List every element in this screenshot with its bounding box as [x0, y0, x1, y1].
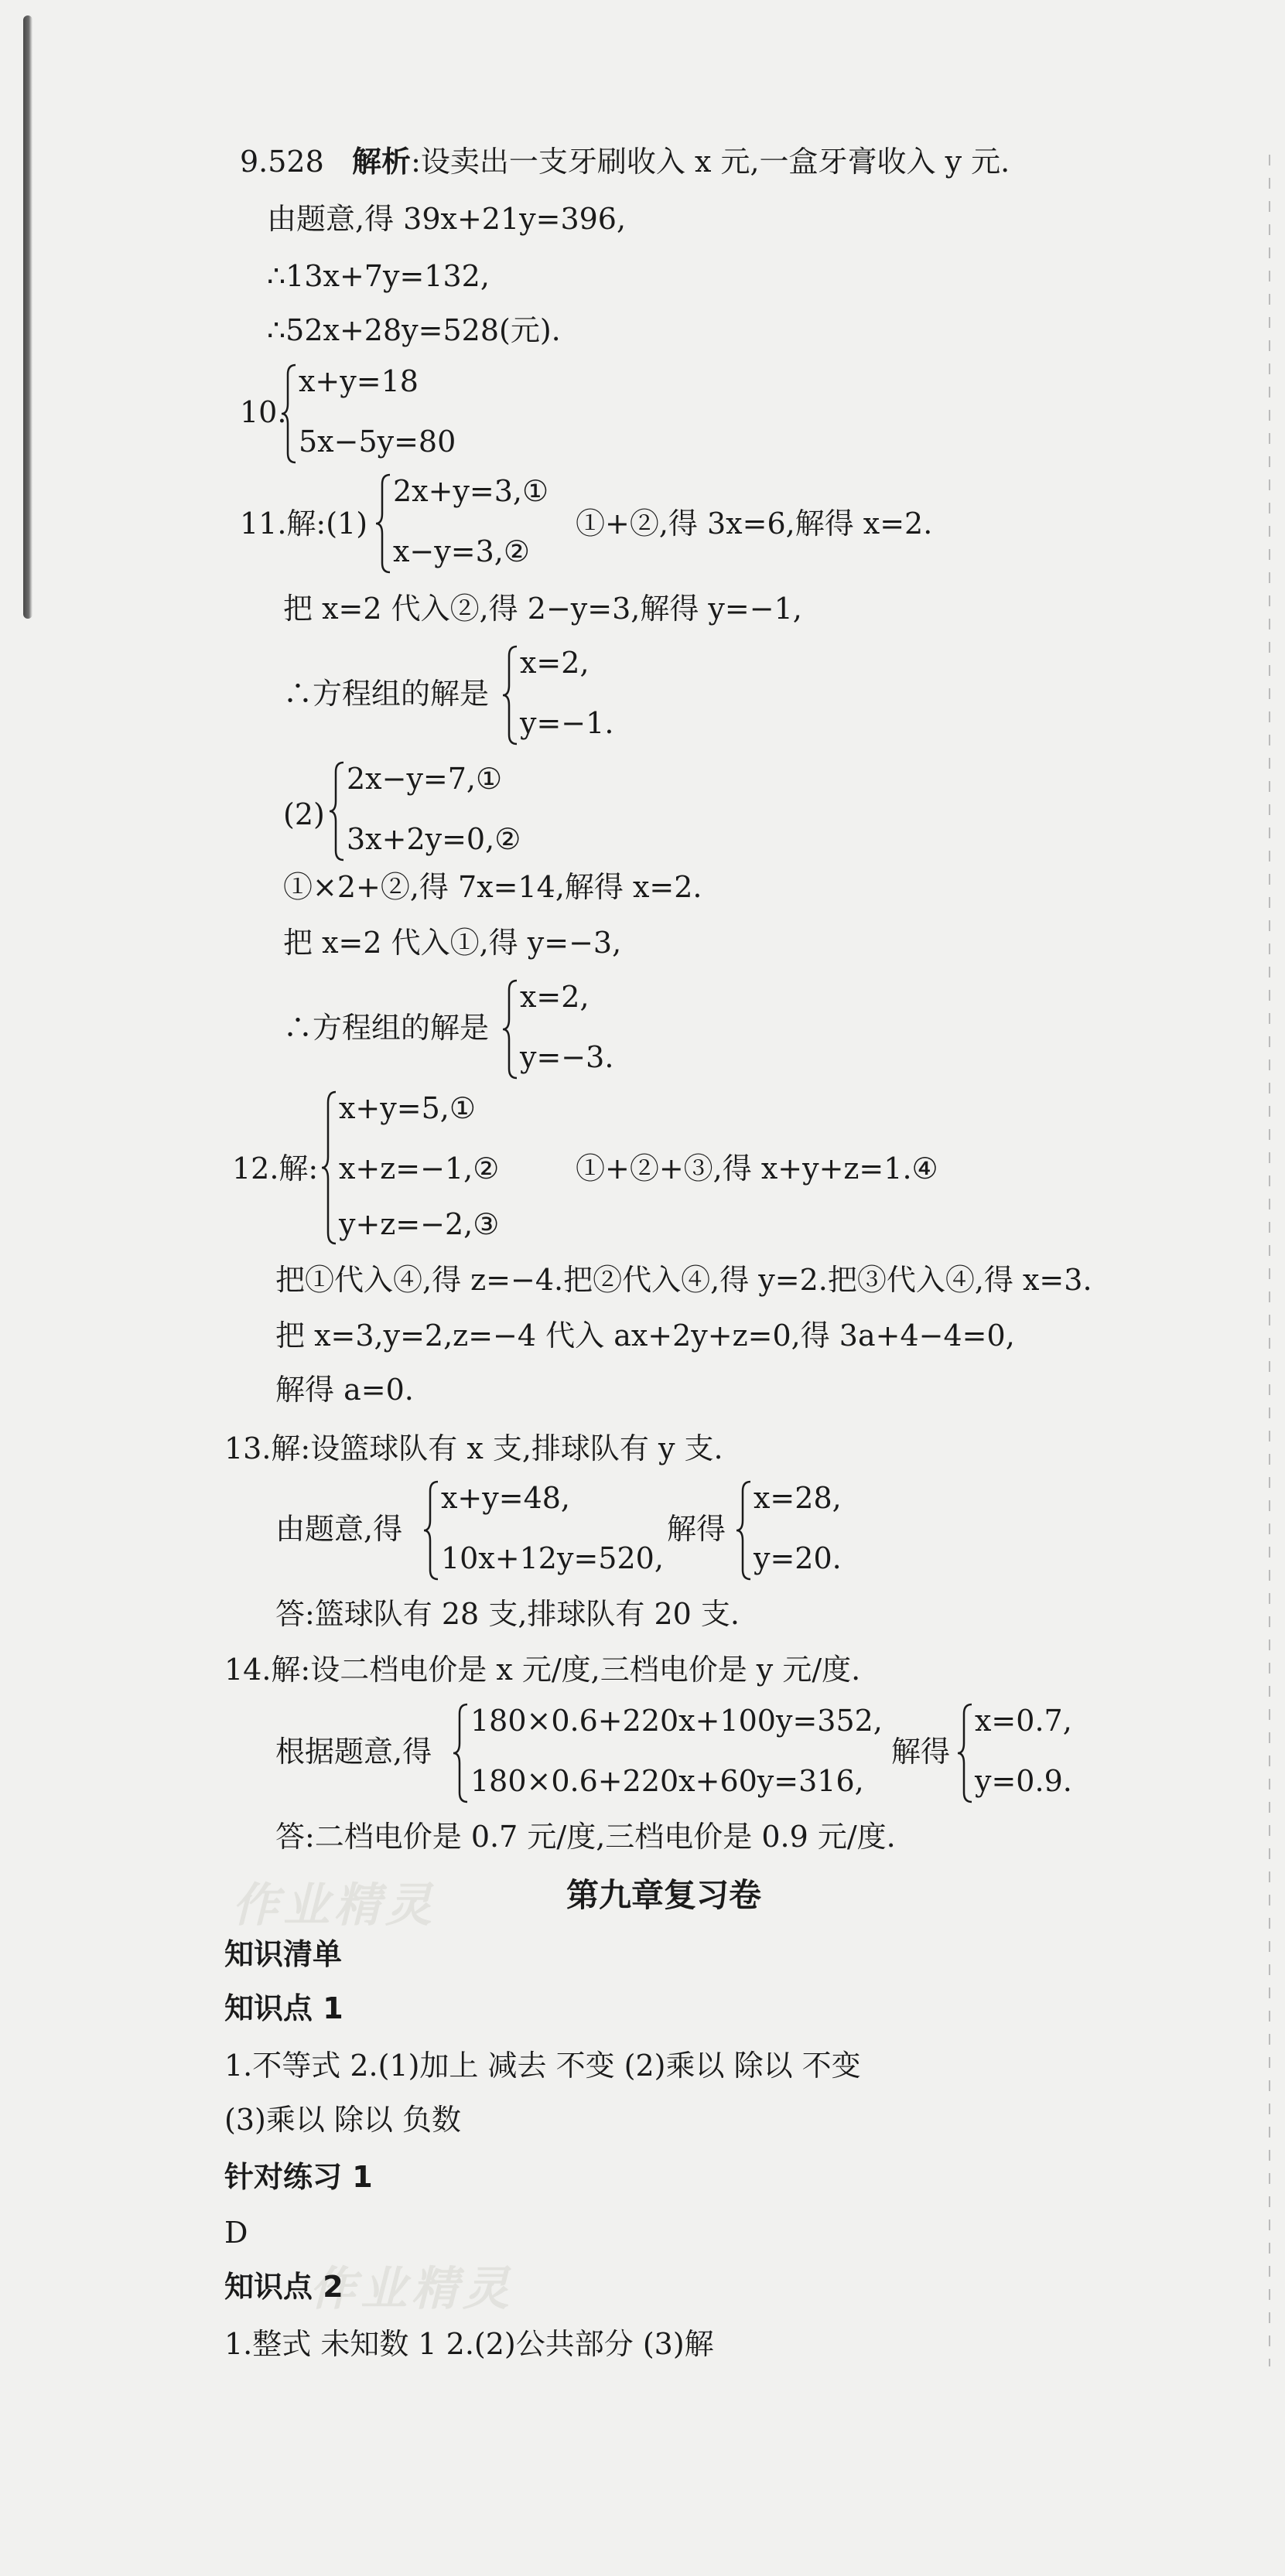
drill-1: 针对练习 1 — [224, 2160, 373, 2194]
brace-icon — [501, 979, 518, 1080]
brace-icon — [374, 473, 391, 574]
q9-head: 9.528 解析:设卖出一支牙刷收入 x 元,一盒牙膏收入 y 元. — [240, 145, 1010, 179]
watermark: 作业精灵 — [232, 1878, 436, 1933]
q11-sol2-a: x=2, — [520, 980, 590, 1014]
kp2-line1: 1.整式 未知数 1 2.(2)公共部分 (3)解 — [224, 2327, 714, 2361]
q11-part2-label: (2) — [283, 797, 325, 831]
q11-sol1-a: x=2, — [520, 646, 590, 680]
q14-prefix: 根据题意,得 — [275, 1735, 432, 1769]
brace-icon — [956, 1703, 973, 1803]
q14-answer: 答:二档电价是 0.7 元/度,三档电价是 0.9 元/度. — [275, 1820, 896, 1854]
q12-line2: 把 x=3,y=2,z=−4 代入 ax+2y+z=0,得 3a+4−4=0, — [275, 1319, 1015, 1353]
q11-eq1: 2x+y=3,① — [393, 474, 549, 508]
q12-eq1: x+y=5,① — [339, 1091, 476, 1125]
brace-icon — [422, 1480, 439, 1581]
q14-sol-a: x=0.7, — [975, 1704, 1072, 1738]
q12-eq3: y+z=−2,③ — [339, 1207, 500, 1241]
q13-solve-label: 解得 — [667, 1512, 726, 1546]
q11-line3: 把 x=2 代入①,得 y=−3, — [283, 926, 622, 960]
q11-sol1-b: y=−1. — [520, 706, 614, 740]
brace-icon — [452, 1703, 469, 1803]
q12-after: ①+②+③,得 x+y+z=1.④ — [576, 1152, 938, 1186]
q11-sol1-prefix: ∴方程组的解是 — [283, 677, 490, 711]
q14-eq1: 180×0.6+220x+100y=352, — [470, 1704, 883, 1738]
q13-sol-b: y=20. — [754, 1541, 842, 1575]
q13-answer: 答:篮球队有 28 支,排球队有 20 支. — [275, 1597, 740, 1631]
q11-eq3: 2x−y=7,① — [347, 762, 503, 796]
brace-icon — [501, 645, 518, 746]
scan-edge-left — [23, 15, 32, 619]
brace-icon — [320, 1090, 337, 1245]
q11-sol2-prefix: ∴方程组的解是 — [283, 1011, 490, 1045]
q14-solve-label: 解得 — [891, 1735, 951, 1769]
q14-eq2: 180×0.6+220x+60y=316, — [470, 1764, 864, 1798]
q11-line2: ①×2+②,得 7x=14,解得 x=2. — [283, 870, 702, 904]
watermark: 作业精灵 — [309, 2262, 514, 2316]
q11-sol2-b: y=−3. — [520, 1040, 614, 1074]
q10-eq2: 5x−5y=80 — [299, 425, 456, 459]
q13-eq1: x+y=48, — [441, 1481, 571, 1515]
q13-head: 13.解:设篮球队有 x 支,排球队有 y 支. — [224, 1431, 723, 1465]
q14-head: 14.解:设二档电价是 x 元/度,三档电价是 y 元/度. — [224, 1653, 861, 1687]
q11-eq4: 3x+2y=0,② — [347, 822, 521, 856]
kp1-line2: (3)乘以 除以 负数 — [224, 2103, 461, 2137]
chapter-title: 第九章复习卷 — [566, 1876, 762, 1914]
q14-sol-b: y=0.9. — [975, 1764, 1072, 1798]
scan-edge-right — [1269, 155, 1270, 2366]
q11-eq2: x−y=3,② — [393, 534, 530, 568]
brace-icon — [280, 363, 297, 464]
knowledge-point-2: 知识点 2 — [224, 2270, 343, 2304]
q12-line3: 解得 a=0. — [275, 1373, 414, 1407]
q9-line1: 由题意,得 39x+21y=396, — [267, 202, 627, 236]
q12-number: 12.解: — [232, 1152, 319, 1186]
brace-icon — [735, 1480, 752, 1581]
knowledge-point-1: 知识点 1 — [224, 1991, 343, 2025]
q9-line2: ∴13x+7y=132, — [267, 259, 490, 293]
q13-eq2: 10x+12y=520, — [441, 1541, 664, 1575]
drill-1-answer: D — [224, 2216, 248, 2250]
q11-number: 11.解:(1) — [240, 507, 368, 541]
q10-number: 10. — [240, 395, 287, 429]
section-knowledge-list: 知识清单 — [224, 1937, 343, 1971]
q11-line1: 把 x=2 代入②,得 2−y=3,解得 y=−1, — [283, 592, 802, 626]
q12-eq2: x+z=−1,② — [339, 1152, 500, 1186]
q11-after: ①+②,得 3x=6,解得 x=2. — [576, 507, 933, 541]
q10-eq1: x+y=18 — [299, 364, 419, 398]
q13-sol-a: x=28, — [754, 1481, 842, 1515]
brace-icon — [328, 761, 345, 862]
q9-line3: ∴52x+28y=528(元). — [267, 313, 561, 347]
kp1-line1: 1.不等式 2.(1)加上 减去 不变 (2)乘以 除以 不变 — [224, 2049, 861, 2083]
q12-line1: 把①代入④,得 z=−4.把②代入④,得 y=2.把③代入④,得 x=3. — [275, 1263, 1092, 1297]
q13-prefix: 由题意,得 — [275, 1512, 403, 1546]
